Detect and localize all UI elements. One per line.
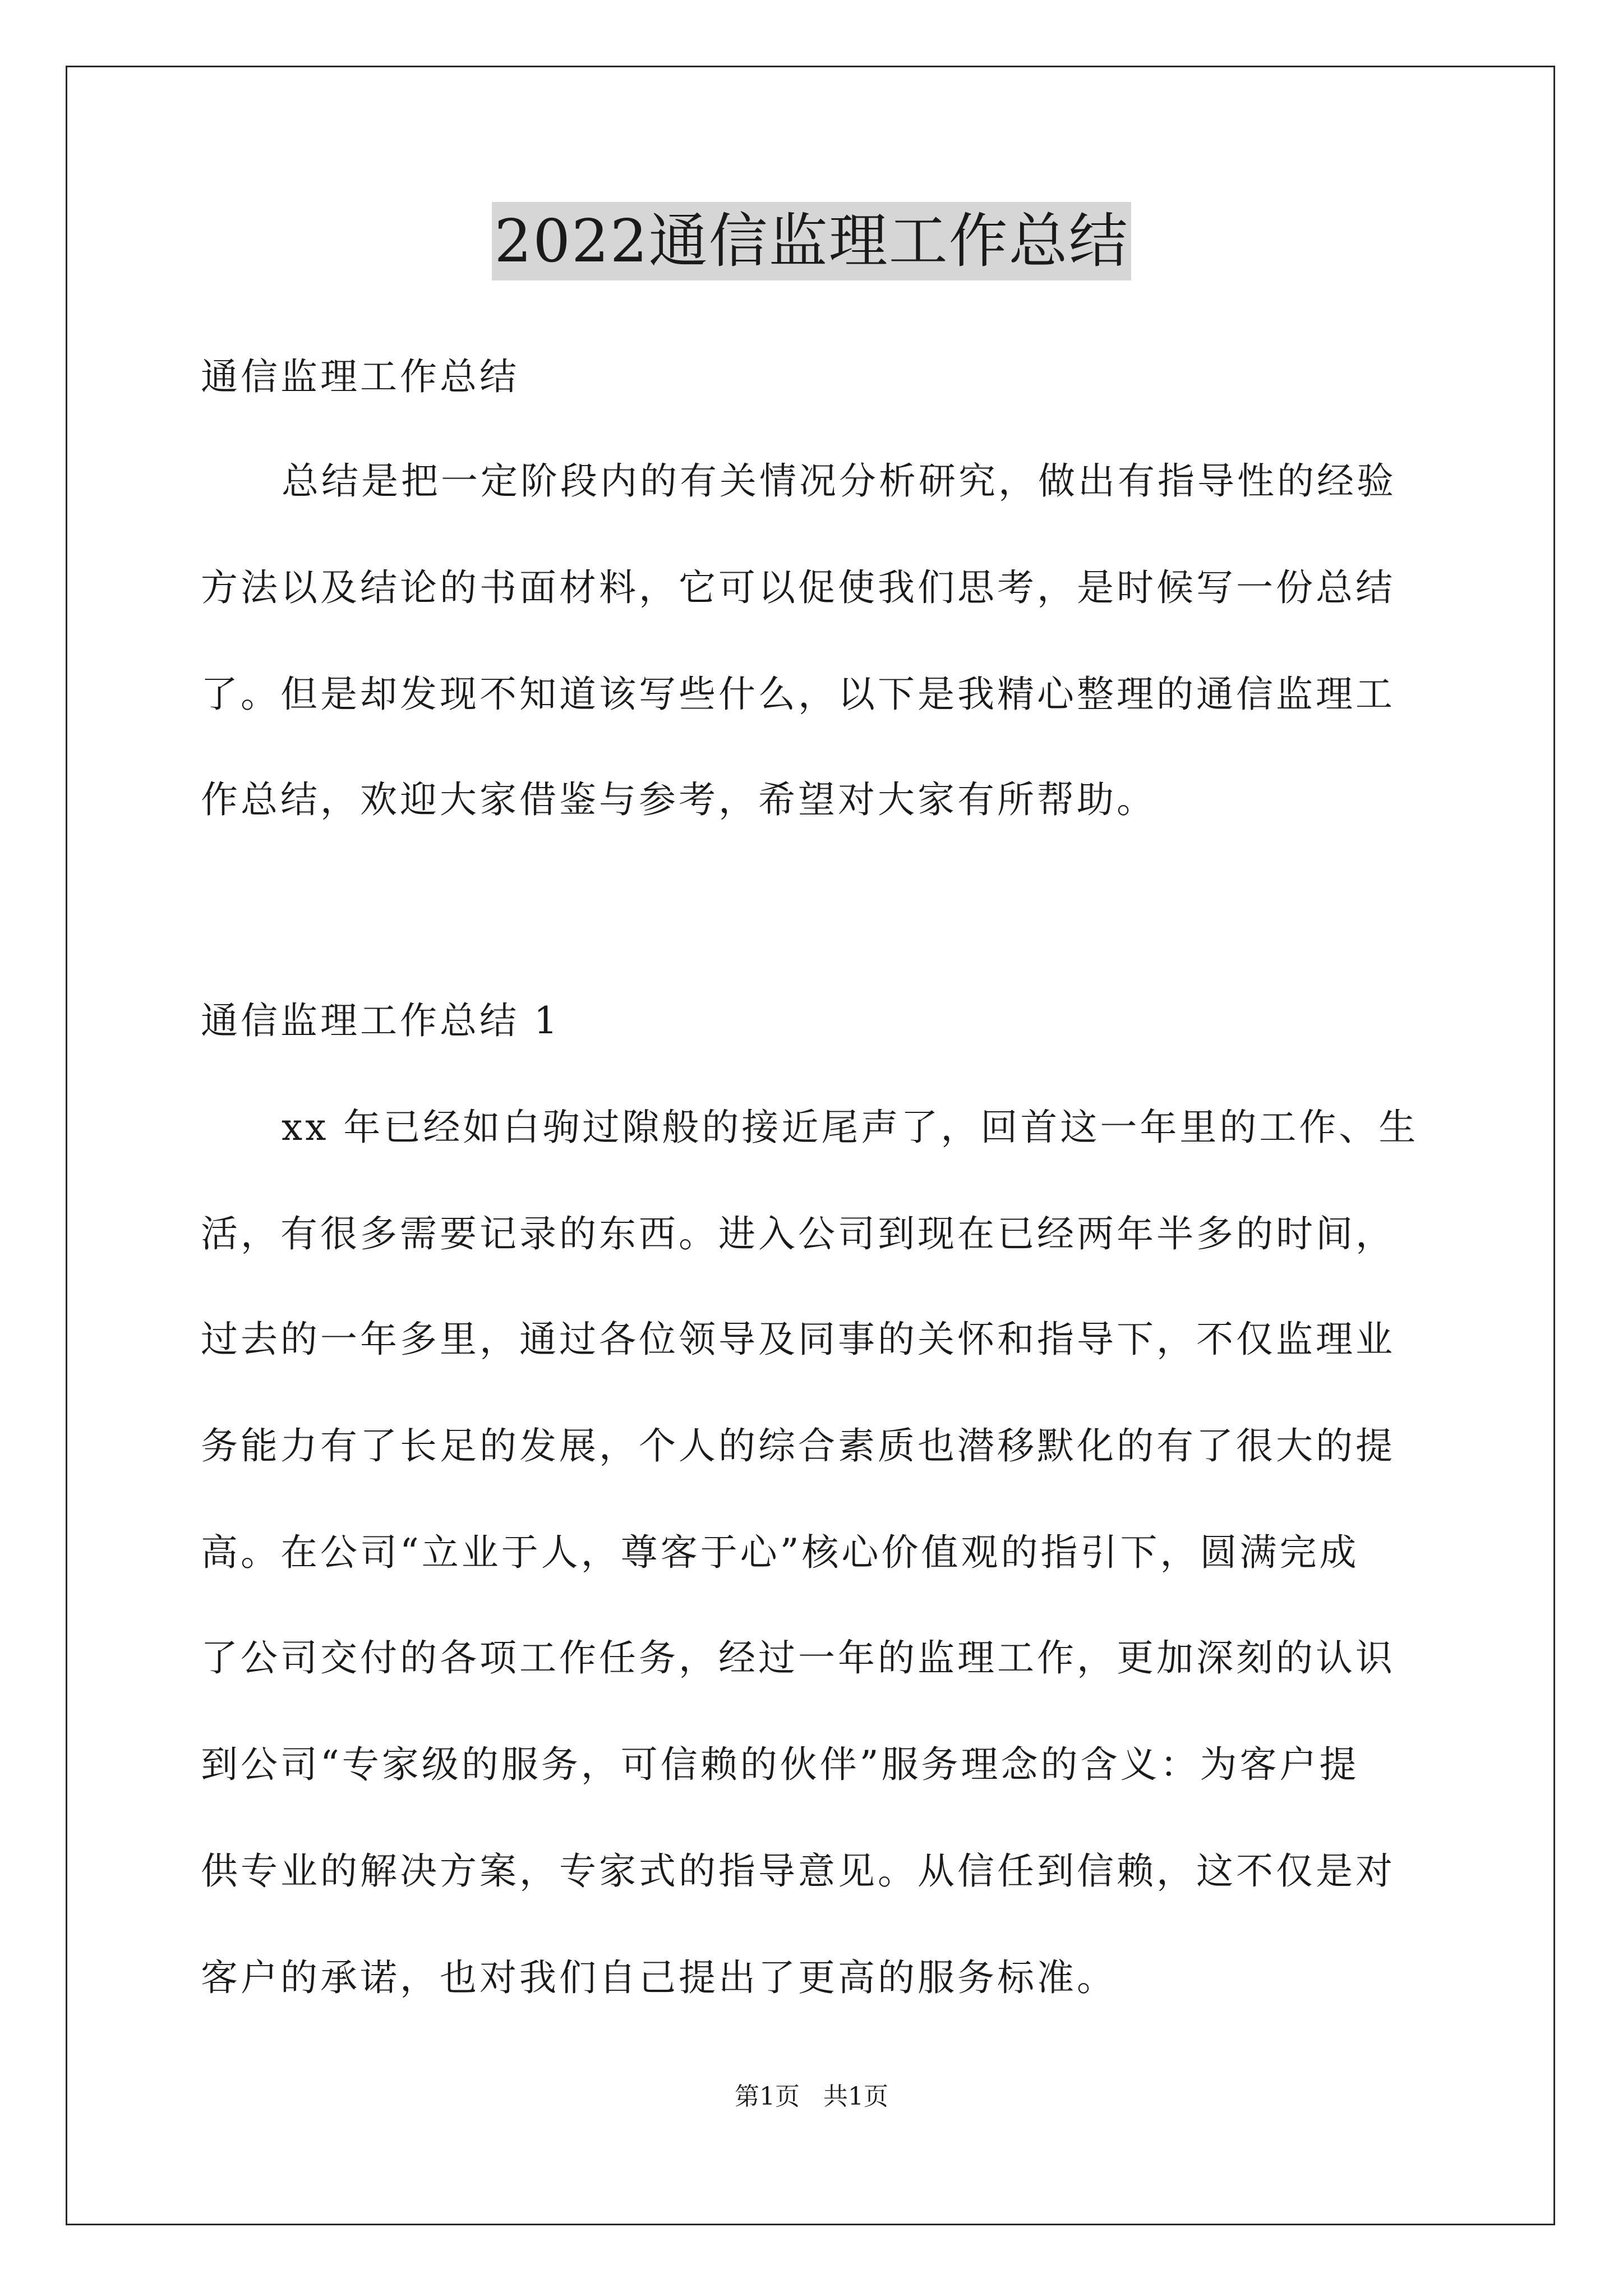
intro-paragraph-line: 了。但是却发现不知道该写些什么，以下是我精心整理的通信监理工 — [201, 673, 1395, 716]
section-paragraph-line: xx 年已经如白驹过隙般的接近尾声了，回首这一年里的工作、生 — [282, 1106, 1419, 1149]
intro-paragraph-line: 作总结，欢迎大家借鉴与参考，希望对大家有所帮助。 — [201, 778, 1156, 821]
intro-paragraph-line: 方法以及结论的书面材料，它可以促使我们思考，是时候写一份总结 — [201, 566, 1395, 609]
section-paragraph-line: 活，有很多需要记录的东西。进入公司到现在已经两年半多的时间， — [201, 1212, 1395, 1255]
document-title: 2022通信监理工作总结 — [492, 202, 1131, 280]
section-paragraph-line: 到公司“专家级的服务，可信赖的伙伴”服务理念的含义：为客户提 — [201, 1743, 1359, 1786]
section-heading: 通信监理工作总结 1 — [201, 999, 560, 1042]
section-paragraph-line: 高。在公司“立业于人，尊客于心”核心价值观的指引下，圆满完成 — [201, 1531, 1359, 1574]
page-number-footer: 第1页 共1页 — [735, 2082, 888, 2111]
document-subtitle: 通信监理工作总结 — [201, 355, 519, 398]
section-paragraph-line: 了公司交付的各项工作任务，经过一年的监理工作，更加深刻的认识 — [201, 1636, 1395, 1680]
section-paragraph-line: 客户的承诺，也对我们自己提出了更高的服务标准。 — [201, 1956, 1117, 1999]
title-container — [0, 202, 1623, 280]
intro-paragraph-line: 总结是把一定阶段内的有关情况分析研究，做出有指导性的经验 — [282, 459, 1396, 503]
section-paragraph-line: 供专业的解决方案，专家式的指导意见。从信任到信赖，这不仅是对 — [201, 1849, 1395, 1893]
section-paragraph-line: 过去的一年多里，通过各位领导及同事的关怀和指导下，不仅监理业 — [201, 1318, 1395, 1361]
section-paragraph-line: 务能力有了长足的发展，个人的综合素质也潜移默化的有了很大的提 — [201, 1424, 1395, 1467]
